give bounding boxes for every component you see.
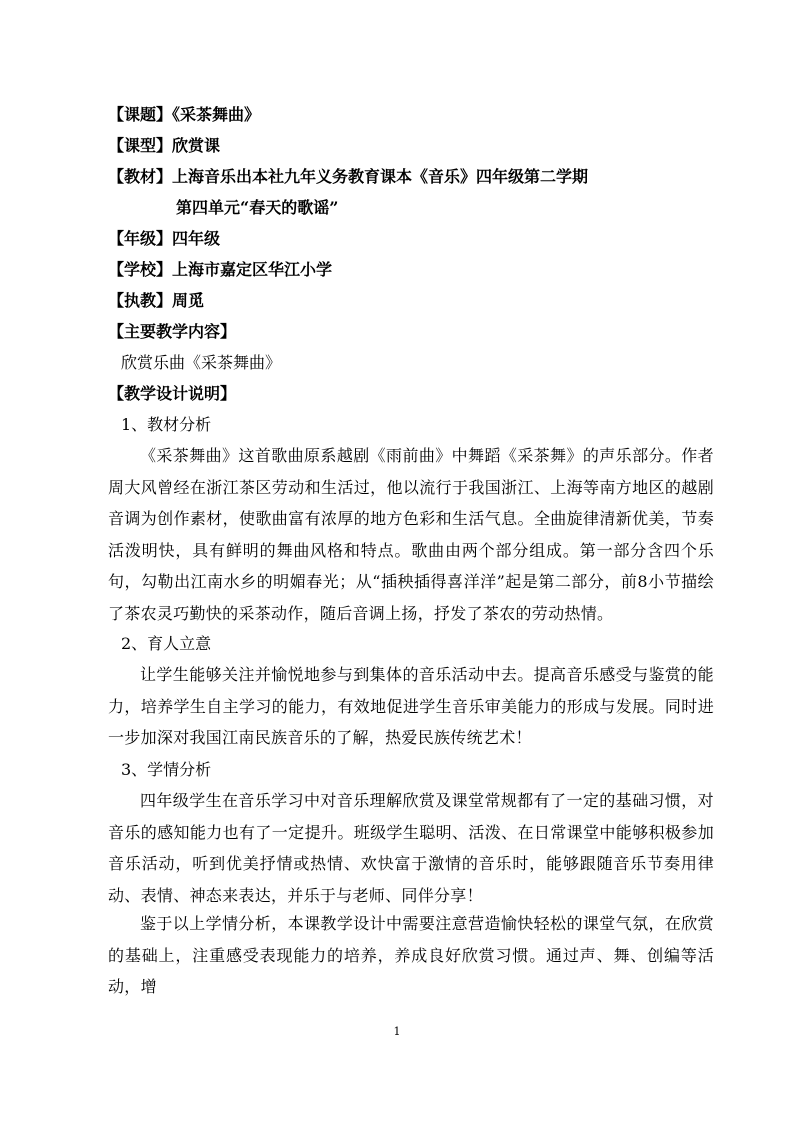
- topic-field: 【课题】《采茶舞曲》: [108, 105, 261, 124]
- school-field: 【学校】上海市嘉定区华江小学: [108, 260, 333, 279]
- paragraph-teaching-design: 鉴于以上学情分析，本课教学设计中需要注意营造愉快轻松的课堂气氛，在欣赏的基础上，注重感受表现能力的培养，养成良好欣赏习惯。通过声、舞、创编等活动，增: [108, 914, 714, 997]
- section-title-textbook-analysis: 1、教材分析: [121, 415, 212, 434]
- paragraph-textbook-analysis: 《采茶舞曲》这首歌曲原系越剧《雨前曲》中舞蹈《采茶舞》的声乐部分。作者周大风曾经在浙江茶区劳动和生活过，他以流行于我国浙江、上海等南方地区的越剧音调为创作素材，使歌曲富有浓厚的地方色彩和生活气息。全曲旋律清新优美，节奏活泼明快，具有鲜明的舞曲风格和特点。歌曲由两个部分组成。第一部分含四个乐句，勾勒出江南水乡的明媚春光；从“插秧插得喜洋洋”起是第二部分，前8小节描绘了茶农灵巧勤快的采茶动作，随后音调上扬，抒发了茶农的劳动热情。: [108, 446, 714, 623]
- textbook-field: 【教材】上海音乐出本社九年义务教育课本《音乐》四年级第二学期: [108, 167, 589, 186]
- design-heading: 【教学设计说明】: [108, 384, 237, 403]
- lesson-type-field: 【课型】欣赏课: [108, 136, 221, 155]
- section-title-student-analysis: 3、学情分析: [121, 760, 212, 779]
- grade-field: 【年级】四年级: [108, 229, 221, 248]
- paragraph-student-analysis: 四年级学生在音乐学习中对音乐理解欣赏及课堂常规都有了一定的基础习惯，对音乐的感知能力也有了一定提升。班级学生聪明、活泼、在日常课堂中能够积极参加音乐活动，听到优美抒情或热情、欢快富于激情的音乐时，能够跟随音乐节奏用律动、表情、神态来表达，并乐于与老师、同伴分享！: [108, 791, 714, 905]
- main-content-heading: 【主要教学内容】: [108, 322, 237, 341]
- page-number: 1: [393, 1025, 401, 1038]
- section-title-education-purpose: 2、育人立意: [121, 634, 212, 653]
- main-content-text: 欣赏乐曲《采茶舞曲》: [121, 353, 282, 372]
- paragraph-education-purpose: 让学生能够关注并愉悦地参与到集体的音乐活动中去。提高音乐感受与鉴赏的能力，培养学生自主学习的能力，有效地促进学生音乐审美能力的形成与发展。同时进一步加深对我国江南民族音乐的了解，热爱民族传统艺术！: [108, 665, 714, 748]
- unit-line: 第四单元“春天的歌谣”: [176, 198, 339, 217]
- teacher-field: 【执教】周觅: [108, 291, 205, 310]
